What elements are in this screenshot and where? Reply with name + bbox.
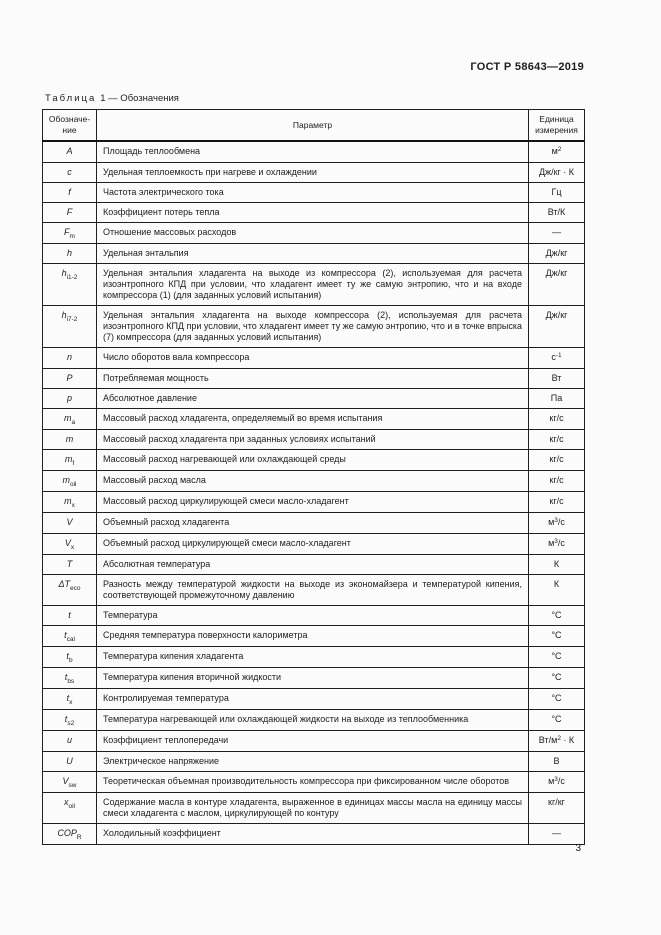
unit-cell: Вт/К <box>529 203 585 223</box>
table-row <box>43 731 585 752</box>
symbol-cell: p <box>43 389 97 409</box>
parameter-cell: Теоретическая объемная производительность компрессора при фиксированном числе оборотов <box>97 772 529 793</box>
unit-cell: $с^{-1}$ <box>529 348 585 369</box>
table-row <box>43 409 585 430</box>
designations-table <box>42 109 585 845</box>
parameter-cell: Температура кипения хладагента <box>97 647 529 668</box>
symbol-cell: $t_{cal}$ <box>43 626 97 647</box>
parameter-cell: Электрическое напряжение <box>97 752 529 772</box>
parameter-cell: Удельная энтальпия <box>97 244 529 264</box>
table-row <box>43 555 585 575</box>
unit-cell: В <box>529 752 585 772</box>
table-row <box>43 450 585 471</box>
table-row <box>43 264 585 306</box>
table-row <box>43 575 585 606</box>
symbol-cell: V <box>43 513 97 534</box>
table-row <box>43 626 585 647</box>
unit-cell: К <box>529 575 585 606</box>
symbol-cell: $m_{oil}$ <box>43 471 97 492</box>
unit-cell: Дж/кг <box>529 306 585 348</box>
table-body <box>43 141 585 845</box>
table-caption-rest: 1 — Обозначения <box>100 93 179 104</box>
symbol-cell: $x_{oil}$ <box>43 793 97 824</box>
symbol-cell: $F_m$ <box>43 223 97 244</box>
parameter-cell: Массовый расход циркулирующей смеси масло-хладагент <box>97 492 529 513</box>
table-row <box>43 430 585 450</box>
header-unit: Единица измерения <box>529 110 585 142</box>
unit-cell: кг/с <box>529 409 585 430</box>
table-row <box>43 141 585 163</box>
symbol-cell: u <box>43 731 97 752</box>
unit-cell: °С <box>529 668 585 689</box>
parameter-cell: Число оборотов вала компрессора <box>97 348 529 369</box>
parameter-cell: Абсолютное давление <box>97 389 529 409</box>
parameter-cell: Коэффициент потерь тепла <box>97 203 529 223</box>
table-row <box>43 513 585 534</box>
page-number: 3 <box>575 843 581 854</box>
table-row <box>43 203 585 223</box>
symbol-cell: h <box>43 244 97 264</box>
symbol-cell: $m_a$ <box>43 409 97 430</box>
unit-cell: кг/с <box>529 450 585 471</box>
symbol-cell: $m_f$ <box>43 450 97 471</box>
unit-cell: °С <box>529 710 585 731</box>
table-row <box>43 369 585 389</box>
table-row <box>43 389 585 409</box>
unit-cell: кг/с <box>529 430 585 450</box>
parameter-cell: Потребляемая мощность <box>97 369 529 389</box>
parameter-cell: Массовый расход хладагента, определяемый во время испытания <box>97 409 529 430</box>
table-row <box>43 647 585 668</box>
symbol-cell: $t_{bs}$ <box>43 668 97 689</box>
unit-cell: Дж/кг <box>529 264 585 306</box>
table-row <box>43 689 585 710</box>
table-row <box>43 793 585 824</box>
header-parameter: Параметр <box>97 110 529 142</box>
symbol-cell: T <box>43 555 97 575</box>
parameter-cell: Удельная теплоемкость при нагреве и охлаждении <box>97 163 529 183</box>
table-caption-word: Таблица <box>45 93 97 104</box>
table-row <box>43 534 585 555</box>
unit-cell: кг/кг <box>529 793 585 824</box>
symbol-cell: $t_x$ <box>43 689 97 710</box>
symbol-cell: m <box>43 430 97 450</box>
table-row <box>43 772 585 793</box>
symbol-cell: $t_{s2}$ <box>43 710 97 731</box>
parameter-cell: Массовый расход хладагента при заданных условиях испытаний <box>97 430 529 450</box>
parameter-cell: Температура кипения вторичной жидкости <box>97 668 529 689</box>
table-row <box>43 668 585 689</box>
symbol-cell: P <box>43 369 97 389</box>
unit-cell: °С <box>529 606 585 626</box>
parameter-cell: Массовый расход нагревающей или охлаждающей среды <box>97 450 529 471</box>
table-row <box>43 223 585 244</box>
unit-cell: °С <box>529 647 585 668</box>
table-row <box>43 244 585 264</box>
table-row <box>43 752 585 772</box>
unit-cell: Дж/кг <box>529 244 585 264</box>
parameter-cell: Разность между температурой жидкости на выходе из экономайзера и температурой кипения, соответствующей промежуточному давлению <box>97 575 529 606</box>
unit-cell: кг/с <box>529 492 585 513</box>
parameter-cell: Площадь теплообмена <box>97 141 529 163</box>
parameter-cell: Массовый расход масла <box>97 471 529 492</box>
symbol-cell: $h_{i1-2}$ <box>43 264 97 306</box>
unit-cell: $Вт/м^2 \cdot К$ <box>529 731 585 752</box>
table-row <box>43 163 585 183</box>
table-row <box>43 348 585 369</box>
doc-reference: ГОСТ Р 58643—2019 <box>470 61 584 73</box>
parameter-cell: Температура <box>97 606 529 626</box>
parameter-cell: Температура нагревающей или охлаждающей жидкости на выходе из теплообменника <box>97 710 529 731</box>
unit-cell: $м^2$ <box>529 141 585 163</box>
symbol-cell: A <box>43 141 97 163</box>
parameter-cell: Средняя температура поверхности калориметра <box>97 626 529 647</box>
unit-cell: Вт <box>529 369 585 389</box>
parameter-cell: Контролируемая температура <box>97 689 529 710</box>
symbol-cell: $t_b$ <box>43 647 97 668</box>
parameter-cell: Холодильный коэффициент <box>97 824 529 845</box>
table-row <box>43 606 585 626</box>
symbol-cell: F <box>43 203 97 223</box>
table-row <box>43 183 585 203</box>
parameter-cell: Удельная энтальпия хладагента на выходе из компрессора (2), используемая для расчета изоэнтропного КПД при условии, что хладагент имеет ту же самую энтропию, что и на входе компрессора (1) (для заданных условий испытания) <box>97 264 529 306</box>
parameter-cell: Объемный расход циркулирующей смеси масло-хладагент <box>97 534 529 555</box>
unit-cell: °С <box>529 626 585 647</box>
unit-cell: — <box>529 824 585 845</box>
symbol-cell: $V_x$ <box>43 534 97 555</box>
symbol-cell: $\Delta T_{eco}$ <box>43 575 97 606</box>
table-header-row <box>43 110 585 142</box>
table-row <box>43 492 585 513</box>
unit-cell: — <box>529 223 585 244</box>
unit-cell: $м^3/с$ <box>529 772 585 793</box>
symbol-cell: U <box>43 752 97 772</box>
parameter-cell: Удельная энтальпия хладагента на выходе компрессора (2), используемая для расчета изоэнтропного КПД при условии, что хладагент имеет ту же самую энтропию, что и в точке впрыска (7) компрессора (для заданных условий испытания) <box>97 306 529 348</box>
symbol-cell: t <box>43 606 97 626</box>
table-row <box>43 710 585 731</box>
symbol-cell: $m_x$ <box>43 492 97 513</box>
symbol-cell: c <box>43 163 97 183</box>
parameter-cell: Содержание масла в контуре хладагента, выраженное в единицах массы масла на единицу массы смеси хладагента с маслом, циркулирующей по контуру <box>97 793 529 824</box>
symbol-cell: $h_{i7-2}$ <box>43 306 97 348</box>
unit-cell: К <box>529 555 585 575</box>
parameter-cell: Частота электрического тока <box>97 183 529 203</box>
header-designation: Обозначе-ние <box>43 110 97 142</box>
unit-cell: Дж/кг · К <box>529 163 585 183</box>
symbol-cell: f <box>43 183 97 203</box>
unit-cell: Па <box>529 389 585 409</box>
unit-cell: Гц <box>529 183 585 203</box>
unit-cell: кг/с <box>529 471 585 492</box>
symbol-cell: $V_{sw}$ <box>43 772 97 793</box>
unit-cell: $м^3/с$ <box>529 513 585 534</box>
table-row <box>43 824 585 845</box>
table-caption <box>45 93 179 104</box>
table-row <box>43 471 585 492</box>
parameter-cell: Абсолютная температура <box>97 555 529 575</box>
table-row <box>43 306 585 348</box>
unit-cell: $м^3/с$ <box>529 534 585 555</box>
parameter-cell: Объемный расход хладагента <box>97 513 529 534</box>
symbol-cell: $COP_R$ <box>43 824 97 845</box>
parameter-cell: Отношение массовых расходов <box>97 223 529 244</box>
parameter-cell: Коэффициент теплопередачи <box>97 731 529 752</box>
symbol-cell: n <box>43 348 97 369</box>
unit-cell: °С <box>529 689 585 710</box>
